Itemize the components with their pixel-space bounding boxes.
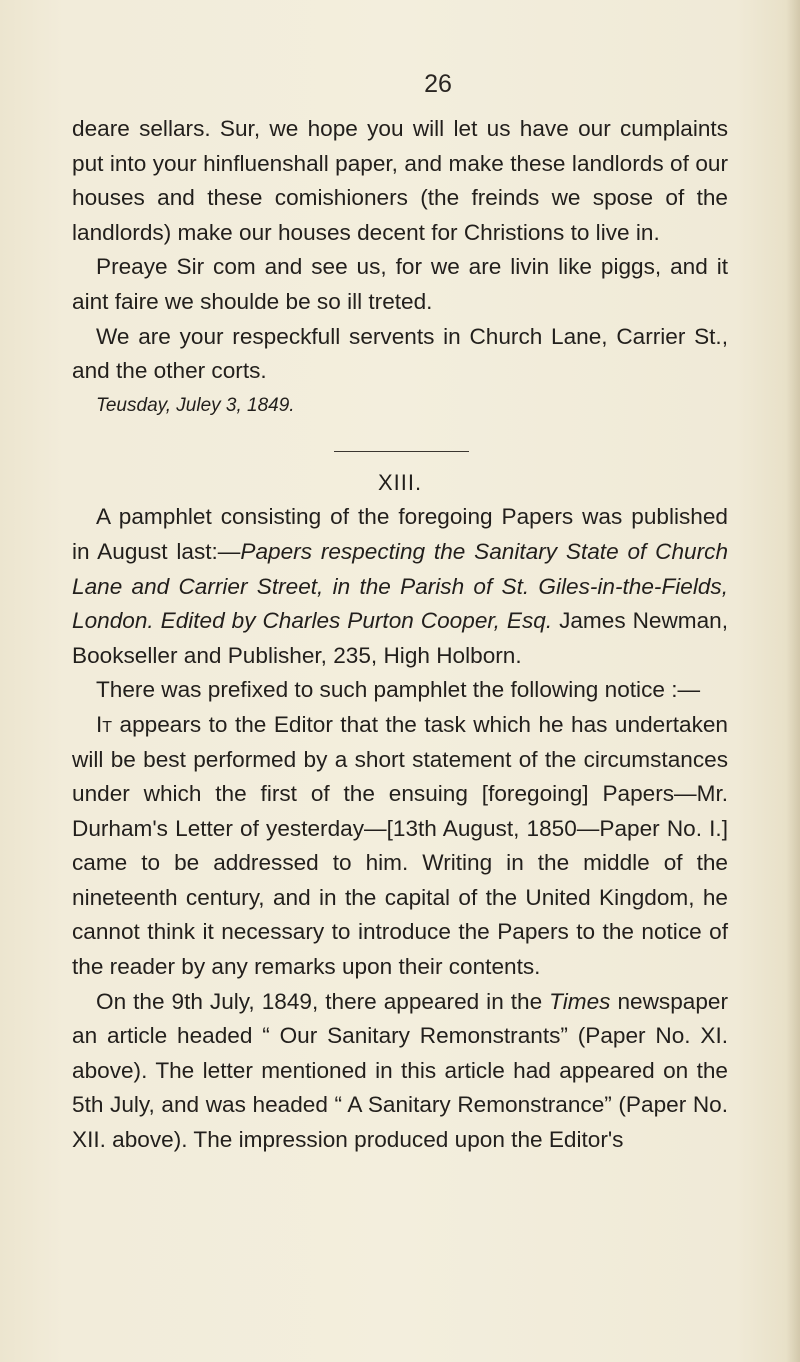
paragraph-letter-3: We are your respeckfull servents in Church Lane, Carrier St., and the other corts.	[72, 323, 728, 384]
times-newspaper-name: Times	[549, 988, 611, 1014]
section-divider	[334, 451, 469, 452]
paragraph-editor-statement	[72, 708, 728, 985]
section-heading: XIII.	[377, 469, 423, 495]
pamphlet-title: Papers respecting the Sanitary State of Church Lane and Carrier Street, in the Parish of St. Giles-in-the-Fields, London. Edited by Charles Purton Cooper, Esq.	[72, 538, 729, 634]
lead-word: It	[96, 711, 113, 737]
paragraph-letter-2: Preaye Sir com and see us, for we are livin like piggs, and it aint faire we shoulde be so ill treted.	[72, 254, 728, 314]
paragraph-notice: There was prefixed to such pamphlet the following notice :—	[96, 677, 701, 703]
page-edge-shadow	[786, 0, 800, 1362]
times-intro: On the 9th July, 1849, there appeared in the	[96, 988, 550, 1014]
page-body	[72, 112, 728, 1158]
pamphlet-intro: A pamphlet consisting of the foregoing Papers was published in August last:—	[72, 504, 728, 564]
pamphlet-publisher: James Newman, Bookseller and Publisher, 235, High Holborn.	[72, 608, 728, 668]
letter-date	[72, 389, 728, 423]
paragraph-letter-1: deare sellars. Sur, we hope you will let us have our cumplaints put into your hinfluenshall paper, and make these landlords of our houses and these comishioners (the freinds we spose of the landlords) make our houses decent for Christions to live in.	[72, 116, 728, 245]
paragraph-pamphlet	[72, 500, 728, 673]
page-number: 26	[424, 70, 452, 98]
editor-statement-text: appears to the Editor that the task which he has undertaken will be best performed by a short statement of the circumstances under which the first of the ensuing [foregoing] Papers—Mr. Durham's Letter of yesterday—[13th August, 1850—Paper No. I.] came to be addressed to him. Writing in the middle of the nineteenth century, and in the capital of the United Kingdom, he cannot think it necessary to introduce the Papers to the notice of the reader by any remarks upon their contents.	[72, 711, 728, 980]
times-article-text: newspaper an article headed “ Our Sanitary Remonstrants” (Paper No. XI. above). The letter mentioned in this article had appeared on the 5th July, and was headed “ A Sanitary Remonstrance” (Paper No. XII. above). The impression produced upon the Editor's	[72, 988, 729, 1153]
paragraph-times-article	[72, 985, 728, 1158]
letter-date-text: Teusday, Juley 3, 1849.	[96, 394, 295, 416]
